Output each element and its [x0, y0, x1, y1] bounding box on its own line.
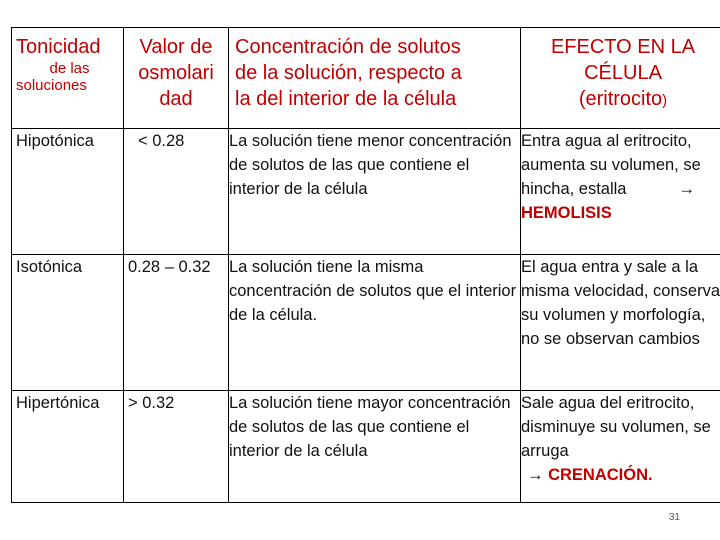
header-tonicity-sub2: soluciones [16, 77, 87, 94]
header-osmolarity-l3: dad [159, 88, 193, 110]
header-effect-l3 [521, 86, 720, 114]
effect-text: Entra agua al eritrocito, aumenta su volumen, se hincha, estalla [521, 132, 701, 198]
cell-effect: El agua entra y sale a la misma velocidad, conserva su volumen y morfología, no se observan cambios [521, 255, 720, 391]
cell-value: < 0.28 [124, 129, 229, 255]
header-concentration [229, 28, 521, 129]
cell-value: 0.28 – 0.32 [124, 255, 229, 391]
cell-concentration: La solución tiene mayor concentración de solutos de las que contiene el interior de la célula [229, 391, 521, 503]
page-number: 31 [668, 512, 680, 523]
arrow-right-icon: → [678, 180, 695, 198]
header-effect-l3b: ) [662, 92, 668, 109]
tonicity-table [11, 27, 720, 503]
arrow-right-icon: → [527, 466, 544, 484]
header-effect-l2: CÉLULA [584, 62, 662, 84]
header-osmolarity-l2: osmolari [138, 62, 214, 84]
cell-tonicity: Isotónica [12, 255, 124, 391]
header-tonicity-title: Tonicidad [16, 36, 101, 58]
effect-result: CRENACIÓN. [548, 466, 653, 484]
table-row-isotonica [12, 255, 720, 391]
header-effect-l3a: (eritrocito [578, 88, 663, 110]
table-row-hipotonica [12, 129, 720, 255]
cell-value: > 0.32 [124, 391, 229, 503]
header-tonicity-sub1: de las [49, 60, 90, 77]
header-osmolarity-l1: Valor de [139, 36, 213, 58]
header-tonicity [12, 28, 124, 129]
header-effect-l1: EFECTO EN LA [550, 36, 696, 58]
cell-effect [521, 391, 720, 503]
cell-effect [521, 129, 720, 255]
effect-text: Sale agua del eritrocito, disminuye su volumen, se arruga [521, 394, 711, 460]
header-concentration-l2: de la solución, respecto a [235, 62, 462, 84]
header-effect [521, 28, 720, 129]
header-osmolarity [124, 28, 229, 129]
table-row-hipertonica [12, 391, 720, 503]
cell-concentration: La solución tiene menor concentración de solutos de las que contiene el interior de la célula [229, 129, 521, 255]
cell-concentration: La solución tiene la misma concentración de solutos que el interior de la célula. [229, 255, 521, 391]
header-row [12, 28, 720, 129]
cell-tonicity: Hipertónica [12, 391, 124, 503]
cell-tonicity: Hipotónica [12, 129, 124, 255]
header-concentration-l3: la del interior de la célula [235, 88, 457, 110]
header-concentration-l1: Concentración de solutos [235, 36, 461, 58]
effect-result: HEMOLISIS [521, 204, 612, 222]
